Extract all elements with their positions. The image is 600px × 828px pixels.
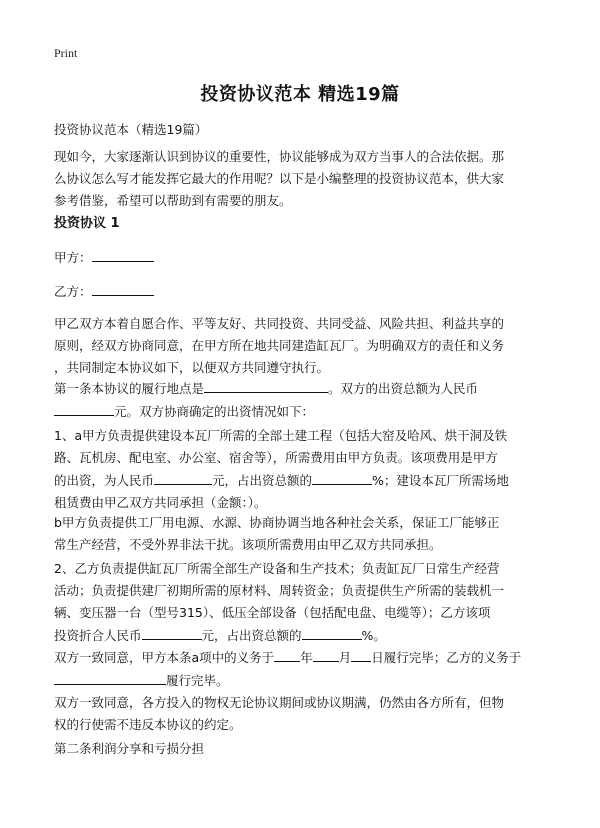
year-blank	[274, 646, 300, 662]
party-b-line	[54, 280, 554, 303]
party-a-label: 甲方：	[54, 250, 92, 265]
article-2-heading: 第二条利润分享和亏损分担	[54, 741, 205, 756]
day-blank	[351, 646, 371, 662]
intro-paragraph: 现如今，大家逐渐认识到协议的重要性，协议能够成为双方当事人的合法依据。那 么协议怎么写才能发挥它最大的作用呢？以下是小编整理的投资协议范本，供大家 参考借鉴，希望可以帮助到有需要的朋友。	[54, 149, 505, 208]
party-a-percent-blank	[312, 469, 372, 485]
party-a-blank	[92, 246, 154, 262]
article-1-paragraph: 第一条本协议的履行地点是 。双方的出资总额为人民币 元。双方协商确定的出资情况如下：	[54, 377, 554, 423]
party-b-amount-blank	[142, 624, 202, 640]
month-blank	[313, 646, 339, 662]
party-b-blank	[92, 280, 154, 296]
party-a-line	[54, 246, 554, 269]
completion-paragraph: 双方一致同意，甲方本条a项中的义务于 年 月 日履行完毕；乙方的义务于 履行完毕。	[54, 646, 554, 692]
print-label: Print	[54, 46, 78, 60]
page-title: 投资协议范本 精选19篇	[200, 84, 400, 105]
location-blank	[204, 377, 328, 393]
subtitle: 投资协议范本（精选19篇）	[54, 122, 208, 137]
clause-2-paragraph: 2、乙方负责提供缸瓦厂所需全部生产设备和生产技术；负责缸瓦厂日常生产经营 活动；负责提供建厂初期所需的原材料、周转资金；负责提供生产所需的装载机一 辆、变压器一台（型号315）、低压全部设备（包括配电盘、电缆等）；乙方该项 投资折合人民币 元，占出资总额的 %。	[54, 561, 505, 643]
clause-1a-paragraph: 1、a甲方负责提供建设本瓦厂所需的全部土建工程（包括大窑及哈风、烘干洞及铁 路、瓦机房、配电室、办公室、宿舍等），所需费用由甲方负责。该项费用是甲方 的出资，为人民币 元，占出资总额的 %；建设本瓦厂所需场地 租赁费由甲乙双方共同承担（金额：）。	[54, 428, 509, 510]
ownership-paragraph: 双方一致同意，各方投入的物权无论协议期间或协议期满，仍然由各方所有，但物 权的行使需不违反本协议的约定。	[54, 695, 505, 732]
principles-paragraph: 甲乙双方本着自愿合作、平等友好、共同投资、共同受益、风险共担、利益共享的 原则，经双方协商同意，在甲方所在地共同建造缸瓦厂。为明确双方的责任和义务 ，共同制定本协议如下，以便双方共同遵守执行。	[54, 316, 505, 375]
section-heading: 投资协议 1	[54, 216, 120, 231]
party-b-percent-blank	[302, 624, 362, 640]
party-a-amount-blank	[154, 469, 212, 485]
party-b-label: 乙方：	[54, 284, 92, 299]
total-investment-blank	[54, 400, 114, 416]
party-b-completion-blank	[54, 669, 166, 685]
clause-1b-paragraph: b甲方负责提供工厂用电源、水源、协商协调当地各种社会关系，保证工厂能够正 常生产经营，不受外界非法干扰。该项所需费用由甲乙双方共同承担。	[54, 515, 500, 552]
